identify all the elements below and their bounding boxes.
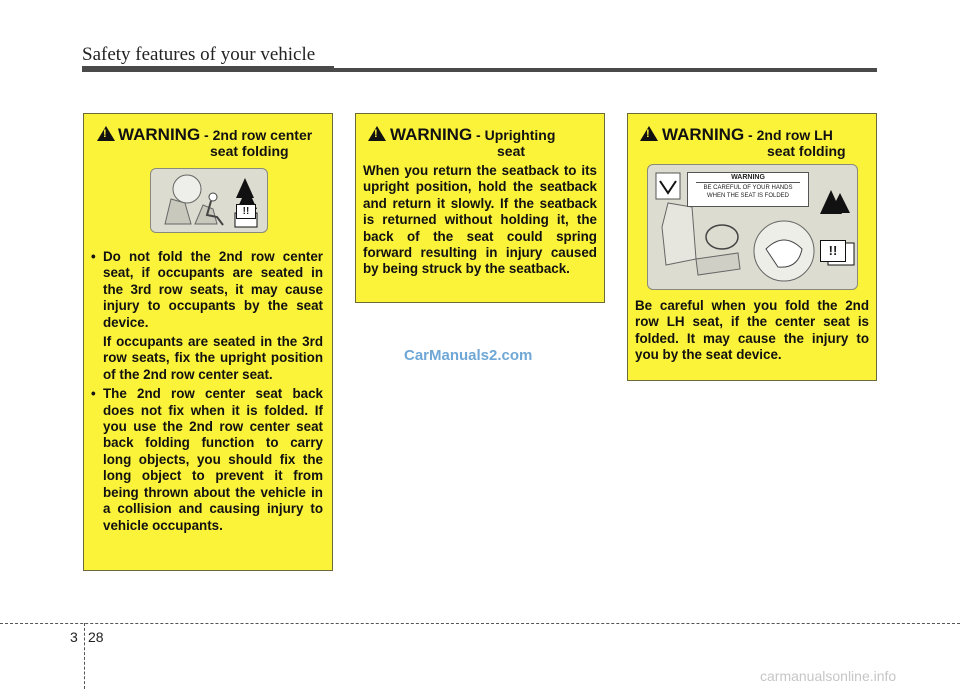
page-number: 28	[88, 629, 104, 645]
caution-triangle-icon	[236, 178, 254, 198]
label-line: WHEN THE SEAT IS FOLDED	[706, 193, 789, 199]
chapter-number: 3	[70, 629, 78, 645]
manual-book-icon: !!	[236, 204, 256, 219]
warning-heading: WARNING - Uprighting	[390, 125, 556, 144]
page-header-title: Safety features of your vehicle	[82, 44, 316, 65]
bullet: •	[91, 249, 96, 264]
footer-divider	[84, 623, 85, 689]
warning-triangle-icon	[97, 126, 115, 141]
site-watermark: carmanualsonline.info	[760, 668, 897, 684]
seat-warning-label	[687, 172, 809, 207]
watermark-text: CarManuals2.com	[404, 347, 533, 364]
bullet: •	[91, 386, 96, 402]
list-item-continuation: If occupants are seated in the 3rd row seats, fix the upright position of the 2nd row center seat.	[103, 334, 323, 382]
uprighting-seat-warning-text: When you return the seatback to its upright position, hold the seatback and return it slowly. If the seatback is returned without holding it, the back of the seat could spring forward resulting in injury caused by being struck by the seatback.	[363, 163, 597, 277]
label-line: BE CAREFUL OF YOUR HANDS	[703, 185, 793, 191]
warning-subheading: seat folding	[767, 143, 846, 159]
header-rule	[82, 68, 877, 72]
caution-triangle-icon	[820, 190, 842, 214]
warning-heading: WARNING - 2nd row LH	[662, 125, 833, 144]
footer-rule	[0, 623, 960, 624]
warning-subheading: seat folding	[210, 143, 289, 159]
center-seat-warning-text	[91, 249, 323, 537]
list-item: • The 2nd row center seat back does not fix when it is folded. If you use the 2nd row center seat back folding function to carry long objects, you should fix the long object to prevent it from being thrown about the vehicle in a collision and causing injury to vehicle occupants.	[91, 386, 323, 533]
label-title: WARNING	[696, 174, 800, 183]
lh-seat-warning-text: Be careful when you fold the 2nd row LH seat, if the center seat is folded. It may cause the injury to you by the seat device.	[635, 298, 869, 363]
warning-triangle-icon	[368, 126, 386, 141]
list-item: • Do not fold the 2nd row center seat, if occupants are seated in the 3rd row seats, it may cause injury to occupants by the seat device.	[91, 249, 323, 330]
warning-triangle-icon	[640, 126, 658, 141]
warning-heading: WARNING - 2nd row center	[118, 125, 313, 144]
manual-book-icon: !!	[820, 240, 846, 262]
warning-subheading: seat	[497, 143, 526, 159]
